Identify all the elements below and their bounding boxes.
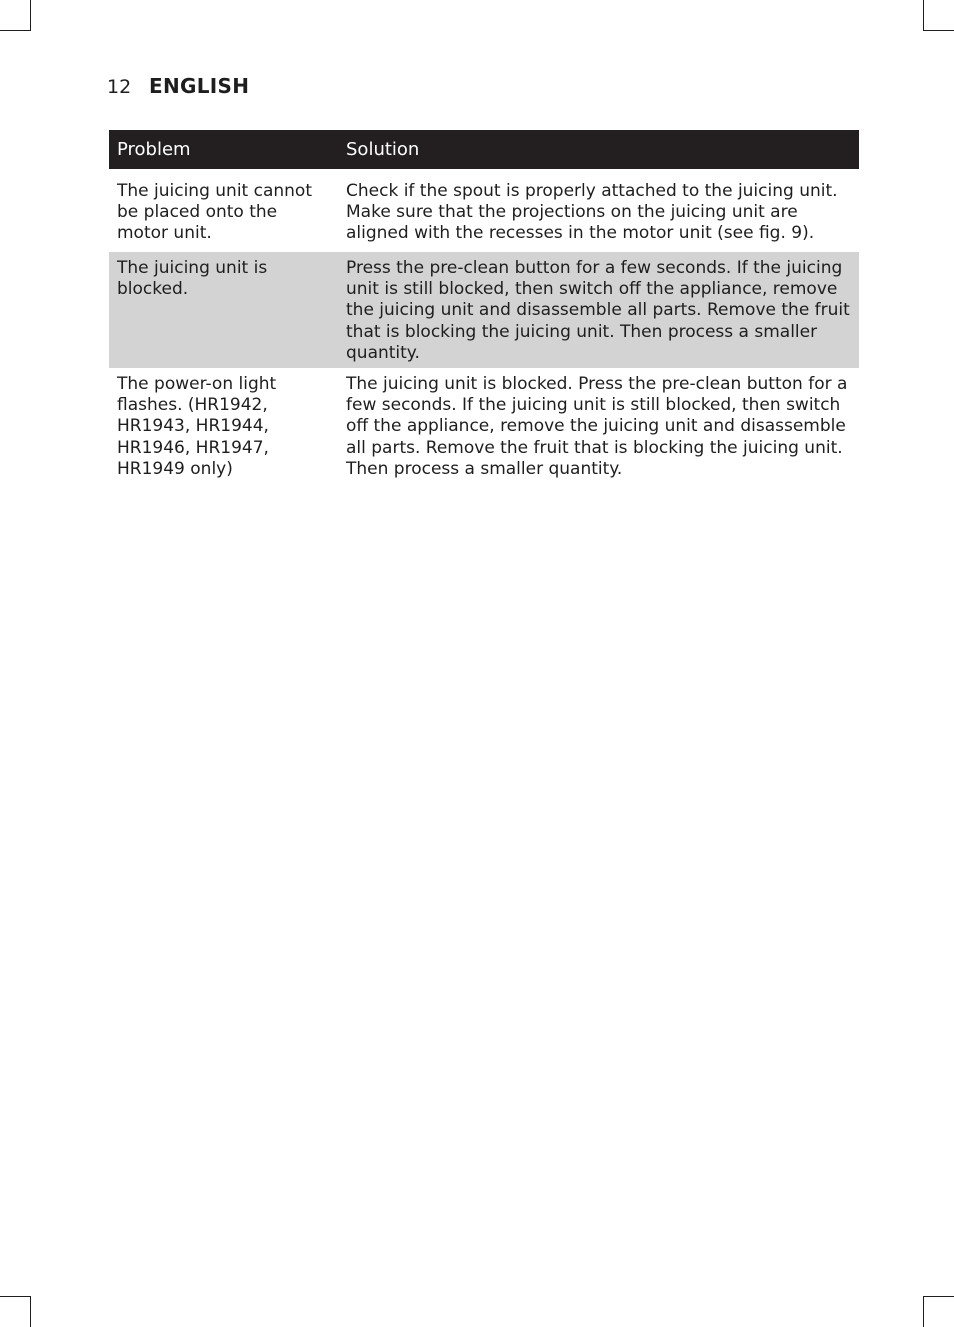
table-row — [109, 169, 859, 252]
crop-mark-top-left-horizontal — [0, 30, 31, 31]
crop-mark-top-left-vertical — [30, 0, 31, 31]
crop-mark-bottom-right-horizontal — [923, 1296, 954, 1297]
column-header-problem: Problem — [109, 130, 338, 169]
crop-mark-bottom-left-horizontal — [0, 1296, 31, 1297]
crop-mark-bottom-left-vertical — [30, 1296, 31, 1327]
solution-cell: The juicing unit is blocked. Press the pre-clean button for a few seconds. If the juicing unit is still blocked, then switch off the appliance, remove the juicing unit and disassemble all parts. Remove the fruit that is blocking the juicing unit. Then process a smaller quantity. — [346, 374, 848, 479]
language-heading: ENGLISH — [149, 74, 250, 98]
table-row — [109, 252, 859, 368]
column-header-solution: Solution — [338, 130, 859, 169]
crop-mark-bottom-right-vertical — [923, 1296, 924, 1327]
page-number: 12 — [107, 76, 132, 98]
crop-mark-top-right-vertical — [923, 0, 924, 31]
problem-cell: The juicing unit is blocked. — [109, 252, 338, 368]
table-header-row — [109, 130, 859, 169]
solution-cell: Press the pre-clean button for a few seconds. If the juicing unit is still blocked, then switch off the appliance, remove the juicing unit and disassemble all parts. Remove the fruit that is blocking the juicing unit. Then process a smaller quantity. — [338, 252, 859, 368]
troubleshooting-table — [109, 130, 859, 483]
solution-cell: Check if the spout is properly attached to the juicing unit. Make sure that the projections on the juicing unit are aligned with the recesses in the motor unit (see fig. 9). — [346, 181, 838, 244]
problem-cell: The juicing unit cannot be placed onto the motor unit. — [117, 181, 313, 244]
problem-cell: The power-on light flashes. (HR1942, HR1943, HR1944, HR1946, HR1947, HR1949 only) — [117, 374, 277, 479]
crop-mark-top-right-horizontal — [923, 30, 954, 31]
table-row — [109, 368, 859, 483]
page-header — [107, 74, 249, 102]
